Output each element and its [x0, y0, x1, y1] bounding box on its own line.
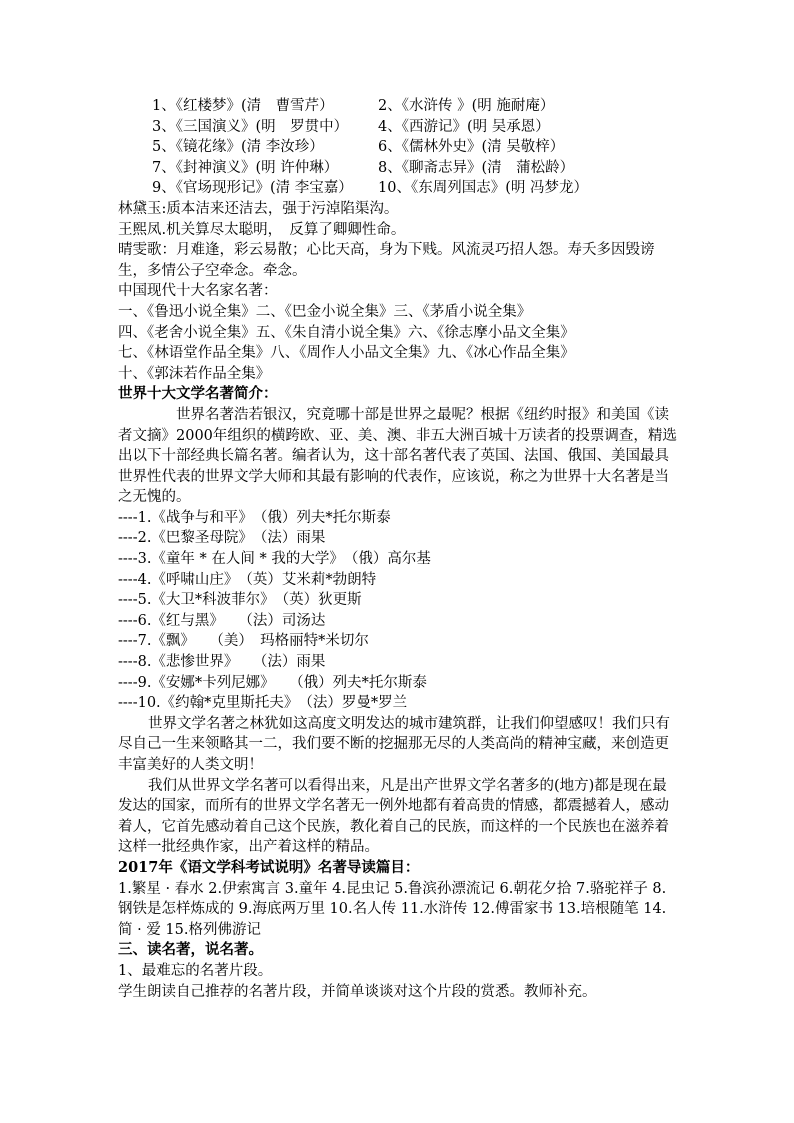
classics-row [118, 158, 678, 179]
section-heading: 三、读名著，说名著。 [118, 941, 263, 959]
classic-item: 2、《水浒传 》(明 施耐庵） [378, 98, 555, 114]
world-list-item: ----7.《飘》 （美） 玛格丽特*米切尔 [118, 633, 369, 650]
world-paragraph: 我们从世界文学名著可以看得出来，凡是出产世界文学名著多的(地方)都是现在最发达的国家，而所有的世界文学名著无一例外地都有着高贵的情感，都震撼着人，感动着人，它首先感动着自己这个民族，教化着自己的民族，而这样的一个民族也在滋养着这样一批经典作家，出产着这样的精品。 [118, 777, 669, 856]
classic-item: 10、《东周列国志》(明 冯梦龙） [378, 180, 588, 197]
classics-table [118, 96, 678, 199]
modern-line: 四、《老舍小说全集》五、《朱自清小说全集》六、《徐志摩小品文全集》 [118, 324, 575, 341]
world-list-item: ----5.《大卫*科波菲尔》 （英）狄更斯 [118, 592, 362, 609]
world-list-item: ----2.《巴黎圣母院》 （法）雨果 [118, 530, 326, 547]
classic-item: 7、《封神演义》(明 许仲琳） [152, 159, 339, 176]
exam-list: 1.繁星 · 春水 2.伊索寓言 3.童年 4.昆虫记 5.鲁滨孙漂流记 6.朝花夕拾 7.骆驼祥子 8.钢铁是怎样炼成的 9.海底两万里 10.名人传 11.水浒传 12.傅雷家书 13.培根随笔 14.简 · 爱 15.格列佛游记 [118, 880, 667, 938]
world-intro: 世界名著浩若银汉，究竟哪十部是世界之最呢？根据《纽约时报》和美国《读者文摘》2000年组织的横跨欧、亚、美、澳、非五大洲百城十万读者的投票调查，精选出以下十部经典长篇名著。编者认为，这十部名著代表了英国、法国、俄国、美国最具世界性代表的世界文学大师和其最有影响的代表作，应该说，称之为世界十大名著是当之无愧的。 [118, 406, 677, 506]
classic-item: 4、《西游记》(明 吴承恩） [378, 118, 550, 135]
world-heading: 世界十大文学名著简介： [118, 385, 278, 403]
world-paragraph: 世界文学名著之林犹如这高度文明发达的城市建筑群，让我们仰望感叹！我们只有尽自己一生来领略其一二，我们要不断的挖掘那无尽的人类高尚的精神宝藏，来创造更丰富美好的人类文明！ [118, 715, 670, 773]
section-item: 1、最难忘的名著片段。 [118, 962, 273, 979]
character-quote: 王熙凤.机关算尽太聪明， 反算了卿卿性命。 [118, 221, 406, 238]
modern-heading: 中国现代十大名家名著： [118, 283, 278, 300]
exam-heading: 2017年《语文学科考试说明》名著导读篇目： [118, 858, 420, 876]
modern-line: 一、《鲁迅小说全集》二、《巴金小说全集》三、《茅盾小说全集》 [118, 303, 532, 320]
world-list-item: ----9.《安娜*卡列尼娜》 （俄）列夫*托尔斯泰 [118, 674, 427, 691]
classic-item: 3、《三国演义》(明 罗贯中） [152, 118, 349, 135]
classic-item: 8、《聊斋志异》(清 蒲松龄） [378, 159, 575, 176]
classics-row [118, 117, 678, 138]
classic-item: 5、《镜花缘》(清 李汝珍） [152, 139, 324, 156]
character-quote: 晴雯歌：月难逢，彩云易散；心比天高，身为下贱。风流灵巧招人怨。寿夭多因毁谤生，多情公子空牵念。牵念。 [118, 242, 655, 279]
modern-line: 十、《郭沫若作品全集》 [118, 365, 271, 382]
character-quote: 林黛玉:质本洁来还洁去，强于污淖陷渠沟。 [118, 200, 399, 217]
document-page [118, 96, 678, 1002]
world-list-item: ----8.《悲惨世界》 （法）雨果 [118, 654, 326, 671]
classic-item: 9、《官场现形记》(清 李宝嘉） [152, 180, 353, 197]
section-item-desc: 学生朗读自己推荐的名著片段，并简单谈谈对这个片段的赏悉。教师补充。 [118, 983, 597, 1000]
classic-item: 1、《红楼梦》(清 曹雪芹） [152, 98, 334, 114]
classics-row [118, 178, 678, 199]
world-list-item: ----3.《童年 * 在人间 * 我的大学》 （俄）高尔基 [118, 551, 431, 568]
classics-row [118, 96, 678, 117]
classics-row [118, 137, 678, 158]
classic-item: 6、《儒林外史》(清 吴敬梓） [378, 139, 565, 156]
world-list-item: ----1.《战争与和平》 （俄）列夫*托尔斯泰 [118, 509, 391, 526]
world-list-item: ----4.《呼啸山庄》 （英）艾米莉*勃朗特 [118, 571, 377, 588]
world-list-item: ----10.《约翰*克里斯托夫》 （法）罗曼*罗兰 [118, 695, 408, 712]
world-list-item: ----6.《红与黑》 （法）司汤达 [118, 612, 326, 629]
modern-line: 七、《林语堂作品全集》八、《周作人小品文全集》九、《冰心作品全集》 [118, 345, 575, 362]
world-list [118, 508, 678, 714]
